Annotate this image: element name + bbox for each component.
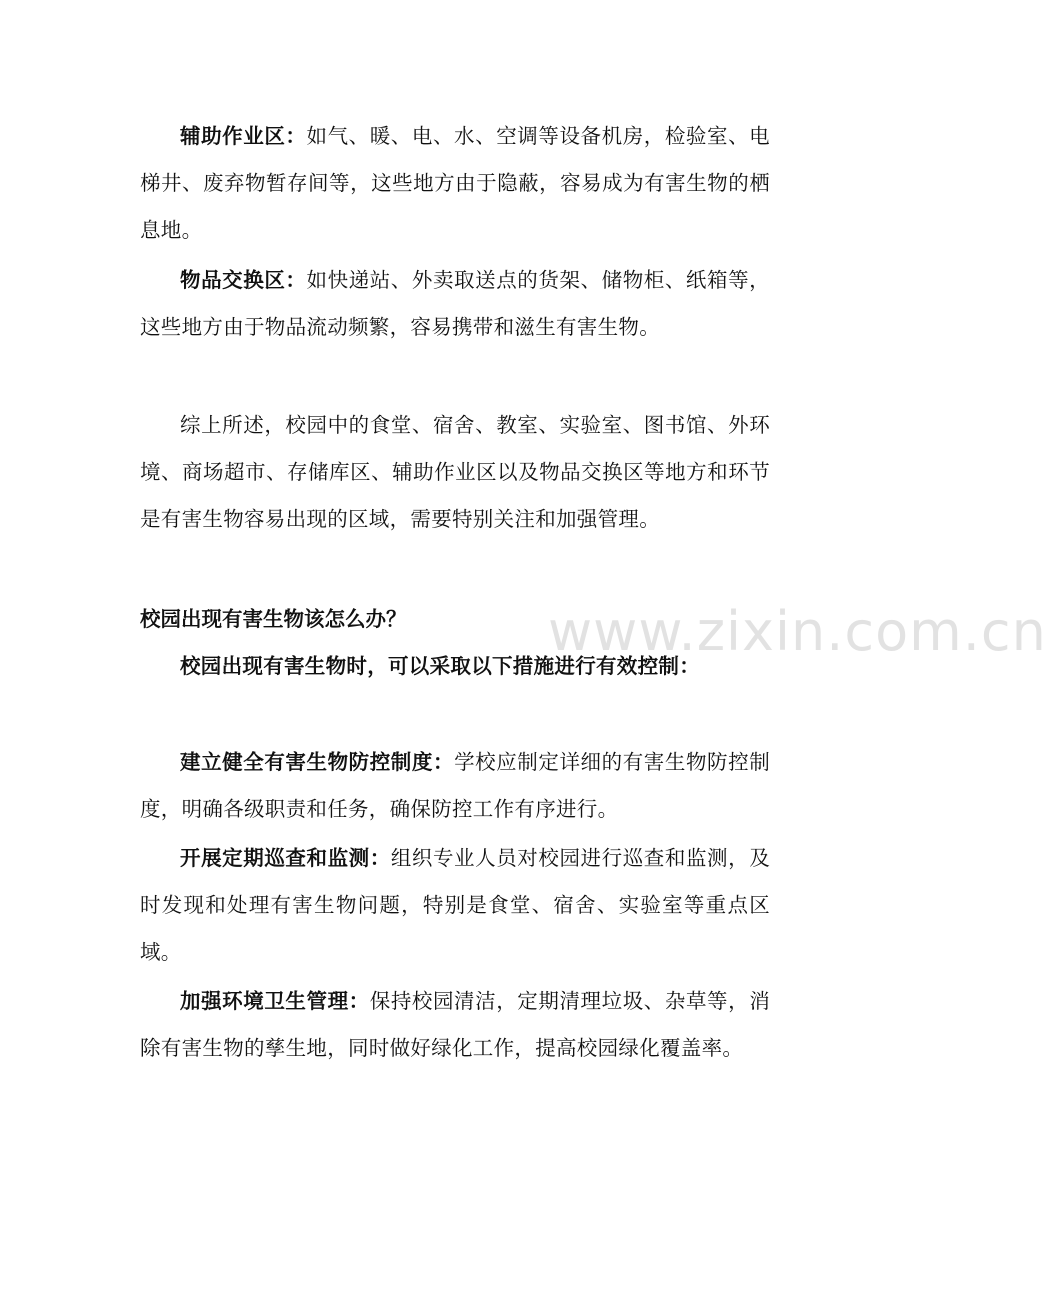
exchange-area-label: 物品交换区： [180, 268, 307, 292]
measure-3-label: 加强环境卫生管理： [180, 989, 370, 1013]
summary-paragraph: 综上所述，校园中的食堂、宿舍、教室、实验室、图书馆、外环境、商场超市、存储库区、辅助作业区以及物品交换区等地方和环节是有害生物容易出现的区域，需要特别关注和加强管理。 [140, 413, 770, 531]
exchange-area-paragraph [140, 257, 770, 351]
measure-2-paragraph [140, 835, 770, 976]
aux-area-paragraph [140, 113, 770, 254]
section-heading: 校园出现有害生物该怎么办？ [140, 607, 407, 631]
measure-3-paragraph [140, 978, 770, 1072]
aux-area-label: 辅助作业区： [180, 124, 307, 148]
measure-2-label: 开展定期巡查和监测： [180, 846, 391, 870]
watermark: www.zixin.com.cn [548, 600, 1047, 663]
section-intro: 校园出现有害生物时，可以采取以下措施进行有效控制： [180, 654, 700, 678]
exchange-area-text: 如快递站、外卖取送点的货架、储物柜、纸箱等，这些地方由于物品流动频繁，容易携带和滋生有害生物。 [140, 268, 770, 339]
measure-1-text: 学校应制定详细的有害生物防控制度，明确各级职责和任务，确保防控工作有序进行。 [140, 750, 770, 821]
measure-3-text: 保持校园清洁，定期清理垃圾、杂草等，消除有害生物的孳生地，同时做好绿化工作，提高校园绿化覆盖率。 [140, 989, 770, 1060]
aux-area-text: 如气、暖、电、水、空调等设备机房，检验室、电梯井、废弃物暂存间等，这些地方由于隐蔽，容易成为有害生物的栖息地。 [140, 124, 770, 242]
measure-1-paragraph [140, 739, 770, 833]
measure-2-text: 组织专业人员对校园进行巡查和监测，及时发现和处理有害生物问题，特别是食堂、宿舍、实验室等重点区域。 [140, 846, 770, 964]
measure-1-label: 建立健全有害生物防控制度： [180, 750, 455, 774]
